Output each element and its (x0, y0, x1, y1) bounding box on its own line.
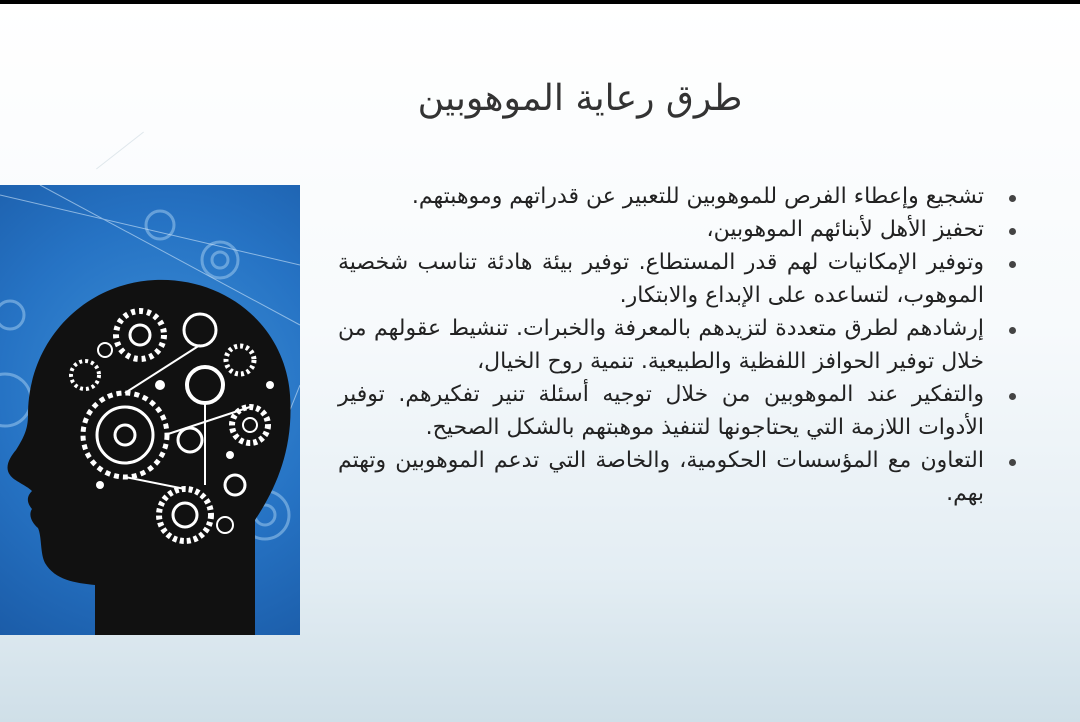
bullet-item (338, 180, 1016, 213)
head-gears-image (0, 185, 300, 635)
slide-title: طرق رعاية الموهوبين (417, 78, 743, 119)
bullet-text: تشجيع وإعطاء الفرص للموهوبين للتعبير عن قدراتهم وموهبتهم. (411, 184, 984, 209)
bullet-dot (1009, 459, 1016, 466)
decorative-line (96, 132, 144, 170)
bullet-dot (1009, 195, 1016, 202)
bullet-text: تحفيز الأهل لأبنائهم الموهوبين، (706, 217, 984, 242)
bullet-item (338, 378, 1016, 444)
bullet-text: التعاون مع المؤسسات الحكومية، والخاصة التي تدعم الموهوبين وتهتم بهم. (338, 448, 984, 506)
bullet-item (338, 444, 1016, 510)
bullet-text: وتوفير الإمكانيات لهم قدر المستطاع. توفير بيئة هادئة تناسب شخصية الموهوب، لتساعده على الإبداع والابتكار. (338, 250, 984, 308)
head-gears-icon (0, 185, 300, 635)
bullet-item (338, 213, 1016, 246)
bullet-item (338, 246, 1016, 312)
bullet-text: والتفكير عند الموهوبين من خلال توجيه أسئلة تنير تفكيرهم. توفير الأدوات اللازمة التي يحتاجونها لتنفيذ موهبتهم بالشكل الصحيح. (338, 382, 984, 440)
bullet-dot (1009, 228, 1016, 235)
bullet-text: إرشادهم لطرق متعددة لتزيدهم بالمعرفة والخبرات. تنشيط عقولهم من خلال توفير الحوافز اللفظية والطبيعية. تنمية روح الخيال، (338, 316, 984, 374)
bullet-dot (1009, 261, 1016, 268)
top-border (0, 0, 1080, 4)
bullet-dot (1009, 327, 1016, 334)
bullet-dot (1009, 393, 1016, 400)
bullet-list (338, 180, 1016, 510)
bullet-item (338, 312, 1016, 378)
